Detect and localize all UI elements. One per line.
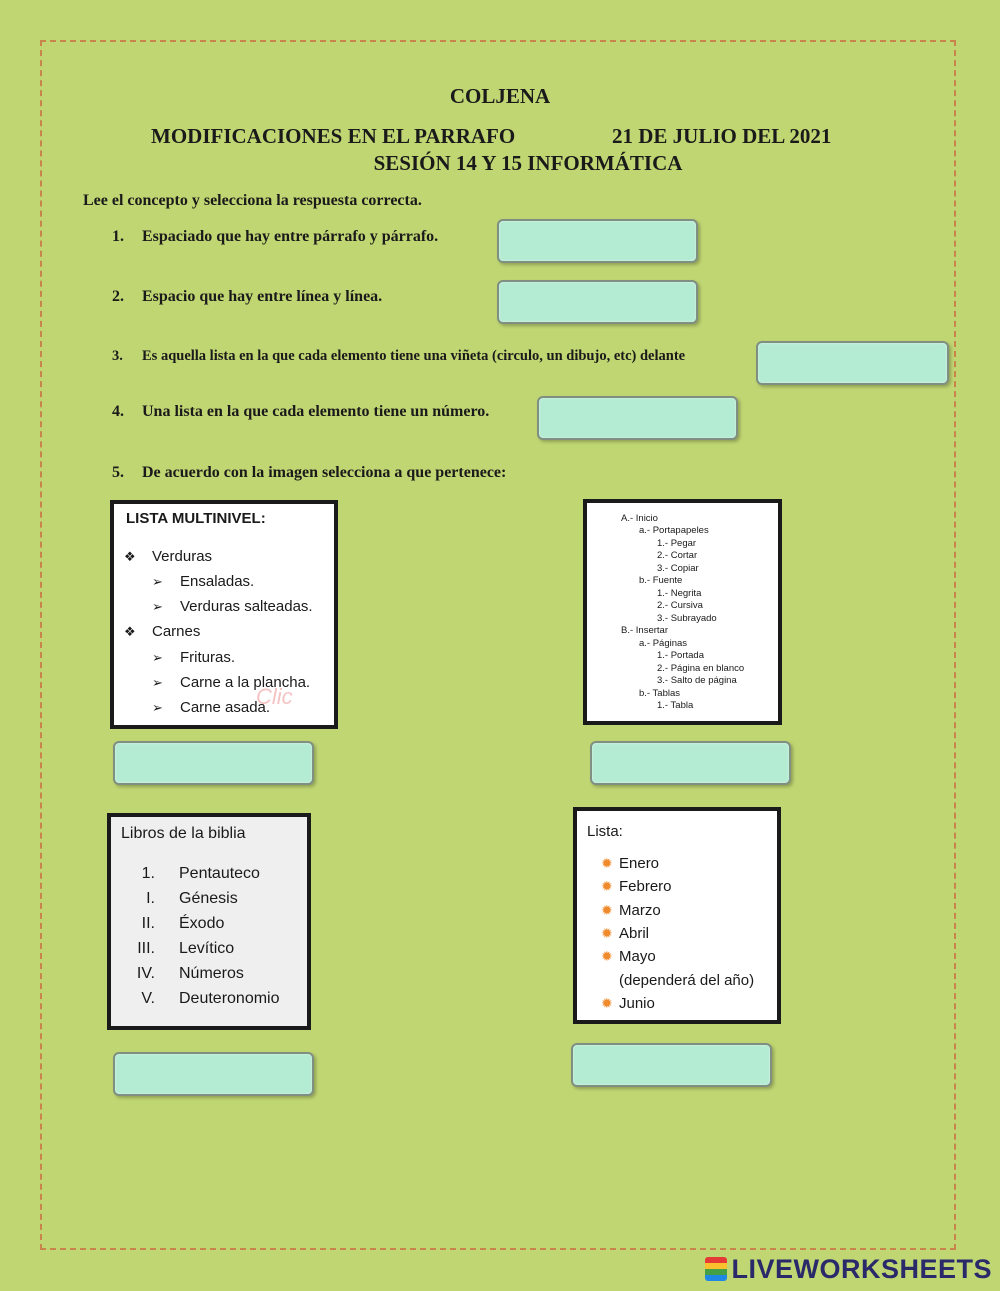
answer-drop-2[interactable] [497,280,698,324]
question-number: 1. [112,228,124,245]
question-4 [112,403,489,421]
star-bullet-icon: ✹ [601,855,613,871]
answer-drop-5b[interactable] [590,741,791,785]
outline-line: A.- Inicio [621,513,658,524]
star-bullet-icon: ✹ [601,948,613,964]
session-label: SESIÓN 14 Y 15 INFORMÁTICA [373,151,683,175]
question-5 [112,464,506,482]
question-text: Espaciado que hay entre párrafo y párrafo. [142,228,439,245]
list-item: V. Deuteronomio [141,990,280,1007]
list-item: ➢ Carne asada. [152,699,271,716]
list-item: IV. Números [136,965,244,982]
outline-line: b.- Fuente [639,575,683,586]
answer-drop-3[interactable] [756,341,949,385]
topic-title: MODIFICACIONES EN EL PARRAFO [151,124,516,148]
star-bullet-icon: ✹ [601,925,613,941]
outline-line: 1.- Negrita [657,588,702,599]
outline-line: a.- Páginas [639,638,688,649]
watermark-logo: Clic [256,684,293,709]
list-item: ✹ Junio [601,995,655,1012]
outline-line: 1.- Portada [657,650,704,661]
outline-line: 3.- Subrayado [657,613,717,624]
list-item: ➢ Ensaladas. [152,573,255,590]
outline-line: b.- Tablas [639,688,681,699]
question-text: Es aquella lista en la que cada elemento tiene una viñeta (circulo, un dibujo, etc) delante [142,348,686,364]
outline-line: 3.- Copiar [657,563,699,574]
outline-list-image [583,499,782,725]
question-1 [112,228,438,246]
star-bullet-icon: ✹ [601,902,613,918]
question-3 [112,348,685,365]
months-title: Lista: [587,823,623,840]
list-item: ✹ Marzo [601,902,661,919]
outline-line: 3.- Salto de página [657,675,737,686]
list-item: ✹ Febrero [601,878,672,895]
list-item: ✹ Mayo [601,948,656,965]
question-number: 4. [112,403,124,420]
months-list-image [573,807,781,1024]
list-item: (dependerá del año) [619,972,755,989]
question-text: Una lista en la que cada elemento tiene un número. [142,403,490,420]
outline-line: 2.- Página en blanco [657,663,745,674]
liveworksheets-logo[interactable]: LIVEWORKSHEETS [705,1254,992,1285]
list-item: III. Levítico [137,940,235,957]
answer-drop-5d[interactable] [571,1043,772,1087]
outline-line: 1.- Tabla [657,700,694,711]
question-number: 2. [112,288,124,305]
list-item: ➢ Frituras. [152,649,236,666]
school-name: COLJENA [449,84,551,108]
outline-line: 1.- Pegar [657,538,697,549]
date-label: 21 DE JULIO DEL 2021 [612,124,832,148]
bible-title: Libros de la biblia [121,825,246,842]
star-bullet-icon: ✹ [601,995,613,1011]
answer-drop-5c[interactable] [113,1052,314,1096]
answer-drop-1[interactable] [497,219,698,263]
bible-list-image [107,813,311,1030]
outline-line: B.- Insertar [621,625,668,636]
question-text: Espacio que hay entre línea y línea. [142,288,383,305]
list-item: ➢ Verduras salteadas. [152,598,313,615]
liveworksheets-icon [705,1257,727,1281]
list-item: ➢ Carne a la plancha. [152,674,311,691]
list-item: 1. Pentauteco [141,865,260,882]
question-2 [112,288,382,306]
outline-line: 2.- Cortar [657,550,698,561]
list-item: ❖ Verduras [124,548,213,565]
question-number: 3. [112,348,123,364]
star-bullet-icon: ✹ [601,878,613,894]
list-item: I. Génesis [146,890,238,907]
answer-drop-4[interactable] [537,396,738,440]
multilevel-list-image [110,500,338,729]
list-item: ❖ Carnes [124,623,201,640]
list-item: ✹ Abril [601,925,650,942]
multilevel-title: LISTA MULTINIVEL: [126,510,266,527]
question-text: De acuerdo con la imagen selecciona a que pertenece: [142,464,507,481]
list-item: ✹ Enero [601,855,660,872]
outline-line: 2.- Cursiva [657,600,703,611]
answer-drop-5a[interactable] [113,741,314,785]
list-item: II. Éxodo [141,915,225,932]
question-number: 5. [112,464,124,481]
outline-line: a.- Portapapeles [639,525,709,536]
instruction-text: Lee el concepto y selecciona la respuesta correcta. [83,192,422,209]
